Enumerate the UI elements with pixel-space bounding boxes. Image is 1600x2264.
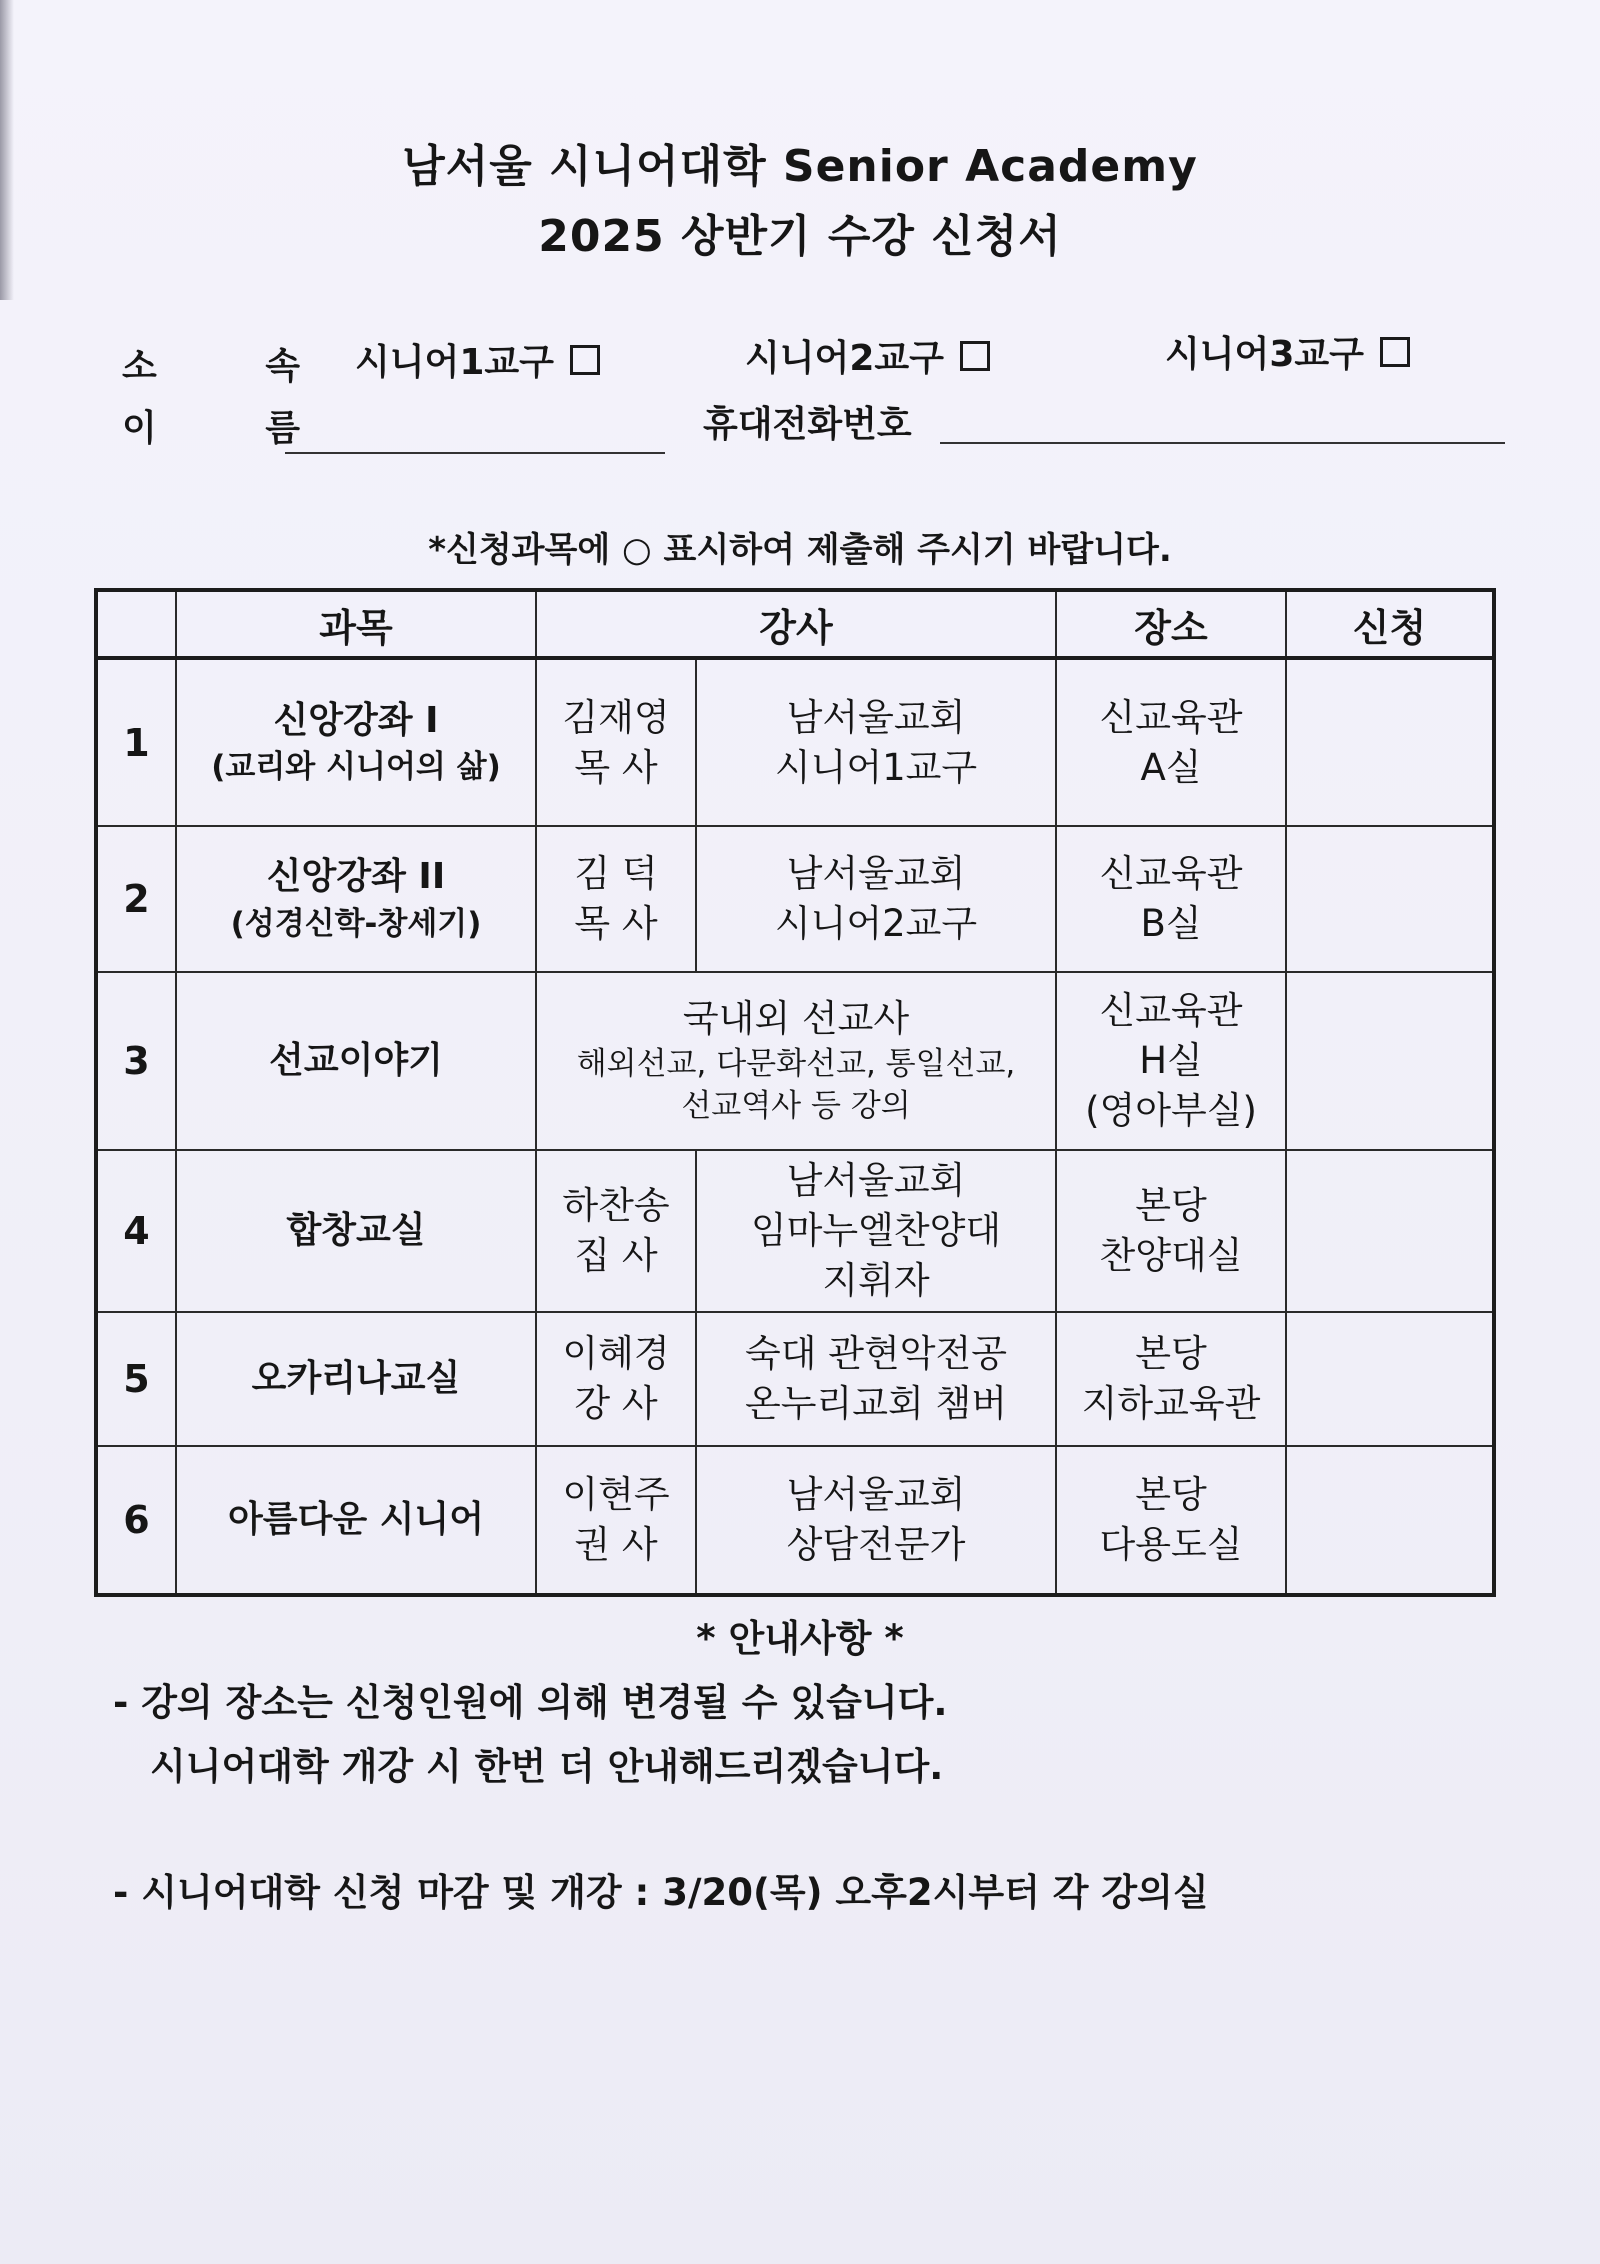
place-building: 신교육관 xyxy=(1099,695,1243,739)
place-building: 본당 xyxy=(1135,1473,1207,1517)
affiliation-cell xyxy=(696,826,1056,972)
apply-cell-5[interactable] xyxy=(1286,1312,1494,1446)
instructor-title: 강 사 xyxy=(574,1382,658,1425)
guide-line-2: 시니어대학 개강 시 한번 더 안내해드리겠습니다. xyxy=(150,1745,944,1788)
instructor-detail: 선교역사 등 강의 xyxy=(681,1087,911,1124)
subject-title: 선교이야기 xyxy=(269,1039,443,1081)
instructor-title: 목 사 xyxy=(574,745,658,789)
option-district-2-label: 시니어2교구 xyxy=(745,338,944,379)
row-number: 3 xyxy=(96,972,176,1150)
instructor-name: 김재영 xyxy=(562,695,670,739)
subject-cell xyxy=(176,972,536,1150)
place-building: 신교육관 xyxy=(1099,852,1243,896)
subject-cell xyxy=(176,1446,536,1595)
place-room: A실 xyxy=(1140,745,1202,789)
name-field-line[interactable] xyxy=(285,452,665,454)
place-room: 지하교육관 xyxy=(1081,1382,1261,1425)
subject-title: 오카리나교실 xyxy=(251,1357,461,1399)
place-cell xyxy=(1056,1312,1286,1446)
apply-cell-6[interactable] xyxy=(1286,1446,1494,1595)
subject-title: 신앙강좌 II xyxy=(266,856,446,898)
option-district-3-label: 시니어3교구 xyxy=(1165,334,1364,375)
place-cell xyxy=(1056,658,1286,826)
affiliation-label: 소 속 xyxy=(122,346,349,387)
form-subtitle: 2025 상반기 수강 신청서 xyxy=(538,211,1062,262)
place-room: B실 xyxy=(1140,902,1202,945)
phone-field-line[interactable] xyxy=(940,442,1505,444)
place-room-note: (영아부실) xyxy=(1085,1088,1257,1132)
course-table xyxy=(94,588,1496,1597)
district-1-checkbox[interactable] xyxy=(570,345,600,375)
header-place: 장소 xyxy=(1056,590,1286,658)
affiliation-line: 임마누엘찬양대 xyxy=(750,1209,1002,1253)
instructor-title: 권 사 xyxy=(574,1523,658,1566)
instructor-name: 하찬송 xyxy=(562,1184,670,1228)
affiliation-line: 상담전문가 xyxy=(786,1523,966,1566)
instructor-cell xyxy=(536,1312,696,1446)
place-room: 찬양대실 xyxy=(1099,1234,1243,1277)
subject-title: 신앙강좌 I xyxy=(273,699,439,741)
place-room: 다용도실 xyxy=(1099,1523,1243,1566)
subject-subtitle: (교리와 시니어의 삶) xyxy=(211,749,501,785)
instructor-cell xyxy=(536,1446,696,1595)
row-number: 1 xyxy=(96,658,176,826)
place-room: H실 xyxy=(1139,1039,1203,1083)
place-cell xyxy=(1056,1150,1286,1312)
instruction-note: *신청과목에 ○ 표시하여 제출해 주시기 바랍니다. xyxy=(428,530,1172,570)
table-row xyxy=(96,972,1494,1150)
affiliation-line: 숙대 관현악전공 xyxy=(745,1332,1007,1376)
subject-cell xyxy=(176,826,536,972)
subject-title: 아름다운 시니어 xyxy=(228,1498,484,1540)
instructor-title: 목 사 xyxy=(574,902,658,945)
place-building: 본당 xyxy=(1135,1184,1207,1228)
place-cell xyxy=(1056,972,1286,1150)
table-row xyxy=(96,1312,1494,1446)
affiliation-cell xyxy=(696,658,1056,826)
place-building: 신교육관 xyxy=(1099,989,1243,1033)
affiliation-cell xyxy=(696,1446,1056,1595)
phone-label: 휴대전화번호 xyxy=(703,404,912,445)
instructor-detail: 해외선교, 다문화선교, 통일선교, xyxy=(576,1046,1016,1083)
district-2-checkbox[interactable] xyxy=(960,341,990,371)
instructor-cell xyxy=(536,1150,696,1312)
affiliation-line: 지휘자 xyxy=(822,1258,930,1302)
header-subject: 과목 xyxy=(176,590,536,658)
option-district-2[interactable] xyxy=(745,330,990,381)
option-district-3[interactable] xyxy=(1165,326,1410,377)
subject-cell xyxy=(176,1150,536,1312)
table-row xyxy=(96,1150,1494,1312)
table-row xyxy=(96,1446,1494,1595)
subject-cell xyxy=(176,1312,536,1446)
affiliation-line: 온누리교회 챔버 xyxy=(745,1382,1007,1425)
guide-heading: * 안내사항 * xyxy=(696,1617,904,1660)
instructor-name: 이현주 xyxy=(562,1473,670,1517)
apply-cell-4[interactable] xyxy=(1286,1150,1494,1312)
header-number xyxy=(96,590,176,658)
name-label: 이 름 xyxy=(122,408,349,449)
affiliation-line: 남서울교회 xyxy=(786,1473,966,1517)
affiliation-line: 남서울교회 xyxy=(786,852,966,896)
apply-cell-2[interactable] xyxy=(1286,826,1494,972)
row-number: 5 xyxy=(96,1312,176,1446)
apply-cell-3[interactable] xyxy=(1286,972,1494,1150)
table-header-row xyxy=(96,590,1494,658)
table-row xyxy=(96,658,1494,826)
table-row xyxy=(96,826,1494,972)
option-district-1[interactable] xyxy=(355,334,600,385)
place-cell xyxy=(1056,1446,1286,1595)
header-instructor: 강사 xyxy=(536,590,1056,658)
instructor-name: 김 덕 xyxy=(574,852,658,896)
instructor-title: 집 사 xyxy=(574,1234,658,1277)
affiliation-line: 시니어1교구 xyxy=(774,745,978,789)
subject-subtitle: (성경신학-창세기) xyxy=(230,905,482,942)
instructor-cell xyxy=(536,658,696,826)
place-building: 본당 xyxy=(1135,1332,1207,1376)
instructor-cell xyxy=(536,972,1056,1150)
subject-title: 합창교실 xyxy=(286,1209,426,1251)
row-number: 4 xyxy=(96,1150,176,1312)
subject-cell xyxy=(176,658,536,826)
affiliation-line: 남서울교회 xyxy=(786,1159,966,1203)
option-district-1-label: 시니어1교구 xyxy=(355,342,554,383)
guide-line-1: - 강의 장소는 신청인원에 의해 변경될 수 있습니다. xyxy=(113,1681,948,1724)
form-title: 남서울 시니어대학 Senior Academy xyxy=(402,141,1198,192)
district-3-checkbox[interactable] xyxy=(1380,337,1410,367)
affiliation-line: 시니어2교구 xyxy=(774,902,978,945)
instructor-name: 국내외 선교사 xyxy=(682,997,910,1041)
place-cell xyxy=(1056,826,1286,972)
row-number: 2 xyxy=(96,826,176,972)
affiliation-cell xyxy=(696,1312,1056,1446)
affiliation-line: 남서울교회 xyxy=(786,695,966,739)
row-number: 6 xyxy=(96,1446,176,1595)
apply-cell-1[interactable] xyxy=(1286,658,1494,826)
affiliation-cell xyxy=(696,1150,1056,1312)
instructor-cell xyxy=(536,826,696,972)
instructor-name: 이혜경 xyxy=(562,1332,670,1376)
header-apply: 신청 xyxy=(1286,590,1494,658)
guide-line-3: - 시니어대학 신청 마감 및 개강 : 3/20(목) 오후2시부터 각 강의실 xyxy=(113,1871,1209,1914)
